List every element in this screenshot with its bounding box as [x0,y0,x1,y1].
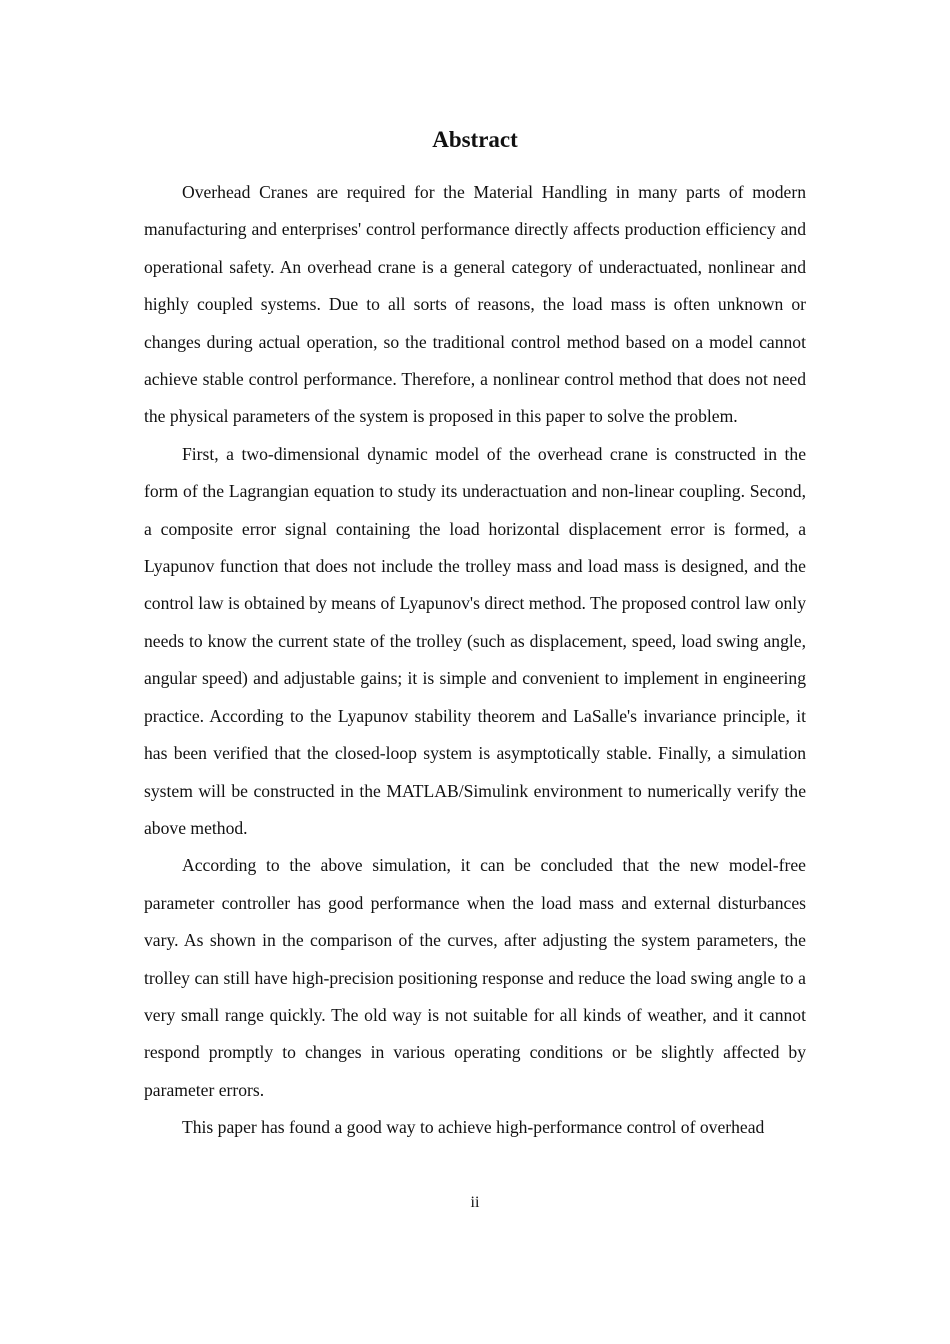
page-title: Abstract [432,127,518,152]
paragraph-2: First, a two-dimensional dynamic model of the overhead crane is constructed in the form of the Lagrangian equation to study its underactuation and non-linear coupling. Second, a composite error signal containing the load horizontal displacement error is formed, a Lyapunov function that does not include the trolley mass and load mass is designed, and the control law is obtained by means of Lyapunov's direct method. The proposed control law only needs to know the current state of the trolley (such as displacement, speed, load swing angle, angular speed) and adjustable gains; it is simple and convenient to implement in engineering practice. According to the Lyapunov stability theorem and LaSalle's invariance principle, it has been verified that the closed-loop system is asymptotically stable. Finally, a simulation system will be constructed in the MATLAB/Simulink environment to numerically verify the above method. [144,443,806,838]
paragraph-4: This paper has found a good way to achieve high-performance control of overhead [182,1117,765,1138]
paragraph-1: Overhead Cranes are required for the Material Handling in many parts of modern manufacturing and enterprises' control performance directly affects production efficiency and operational safety. An overhead crane is a general category of underactuated, nonlinear and highly coupled systems. Due to all sorts of reasons, the load mass is often unknown or changes during actual operation, so the traditional control method based on a model cannot achieve stable control performance. Therefore, a nonlinear control method that does not need the physical parameters of the system is proposed in this paper to solve the problem. [144,182,806,427]
abstract-body [144,174,806,1179]
page-number: ii [470,1194,480,1211]
paragraph-3: According to the above simulation, it can be concluded that the new model-free parameter controller has good performance when the load mass and external disturbances vary. As shown in the comparison of the curves, after adjusting the system parameters, the trolley can still have high-precision positioning response and reduce the load swing angle to a very small range quickly. The old way is not suitable for all kinds of weather, and it cannot respond promptly to changes in various operating conditions or be slightly affected by parameter errors. [144,855,806,1100]
